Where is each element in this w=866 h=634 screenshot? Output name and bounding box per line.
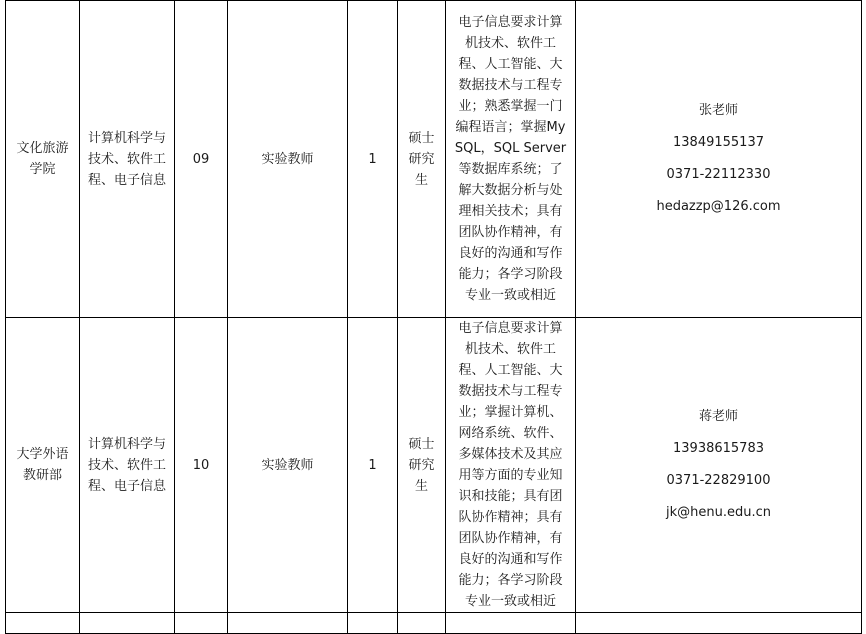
education-cell	[398, 1, 446, 318]
education-cell	[398, 318, 446, 613]
requirements-text: 电子信息要求计算机技术、软件工程、人工智能、大数据技术与工程专业；熟悉掌握一门编程语言；掌握MySQL，SQL Server等数据库系统；了解大数据分析与处理相关技术；具有团队协作精神，有良好的沟通和写作能力；各学习阶段专业一致或相近	[454, 15, 567, 303]
contact-mobile: 13849155137	[673, 135, 764, 150]
position-name-text: 实验教师	[261, 151, 314, 167]
position-name-cell	[228, 1, 348, 318]
position-code-cell	[175, 1, 228, 318]
empty-cell	[576, 613, 862, 634]
major-cell	[80, 318, 175, 613]
major-cell	[80, 1, 175, 318]
contact-name: 张老师	[698, 103, 738, 118]
empty-cell	[80, 613, 175, 634]
position-code-cell	[175, 318, 228, 613]
department-text: 文化旅游学院	[16, 141, 69, 177]
contact-cell	[576, 1, 862, 318]
contact-email: jk@henu.edu.cn	[666, 505, 771, 520]
empty-cell	[228, 613, 348, 634]
table-row-partial	[6, 613, 862, 634]
position-name-text: 实验教师	[261, 457, 314, 473]
table-row	[6, 318, 862, 613]
empty-cell	[446, 613, 576, 634]
department-cell	[6, 1, 80, 318]
contact-cell	[576, 318, 862, 613]
education-text: 硕士研究生	[408, 436, 435, 494]
position-name-cell	[228, 318, 348, 613]
contact-email: hedazzp@126.com	[656, 199, 781, 214]
requirements-cell	[446, 318, 576, 613]
empty-cell	[348, 613, 398, 634]
empty-cell	[6, 613, 80, 634]
headcount-text: 1	[368, 151, 377, 167]
position-code-text: 10	[192, 457, 210, 473]
headcount-cell	[348, 1, 398, 318]
contact-name: 蒋老师	[698, 409, 738, 424]
education-text: 硕士研究生	[408, 130, 435, 188]
department-cell	[6, 318, 80, 613]
contact-mobile: 13938615783	[673, 441, 764, 456]
table-row	[6, 1, 862, 318]
contact-phone: 0371-22829100	[666, 473, 771, 488]
empty-cell	[175, 613, 228, 634]
empty-cell	[398, 613, 446, 634]
requirements-cell	[446, 1, 576, 318]
major-text: 计算机科学与技术、软件工程、电子信息	[87, 436, 166, 494]
requirements-text: 电子信息要求计算机技术、软件工程、人工智能、大数据技术与工程专业；掌握计算机、网络系统、软件、多媒体技术及其应用等方面的专业知识和技能；具有团队协作精神；具有团队协作精神，有良好的沟通和写作能力；各学习阶段专业一致或相近	[458, 321, 563, 609]
headcount-text: 1	[368, 457, 377, 473]
headcount-cell	[348, 318, 398, 613]
department-text: 大学外语教研部	[16, 447, 69, 483]
major-text: 计算机科学与技术、软件工程、电子信息	[87, 130, 166, 188]
position-code-text: 09	[192, 151, 210, 167]
contact-phone: 0371-22112330	[666, 167, 771, 182]
recruitment-table	[5, 0, 862, 634]
